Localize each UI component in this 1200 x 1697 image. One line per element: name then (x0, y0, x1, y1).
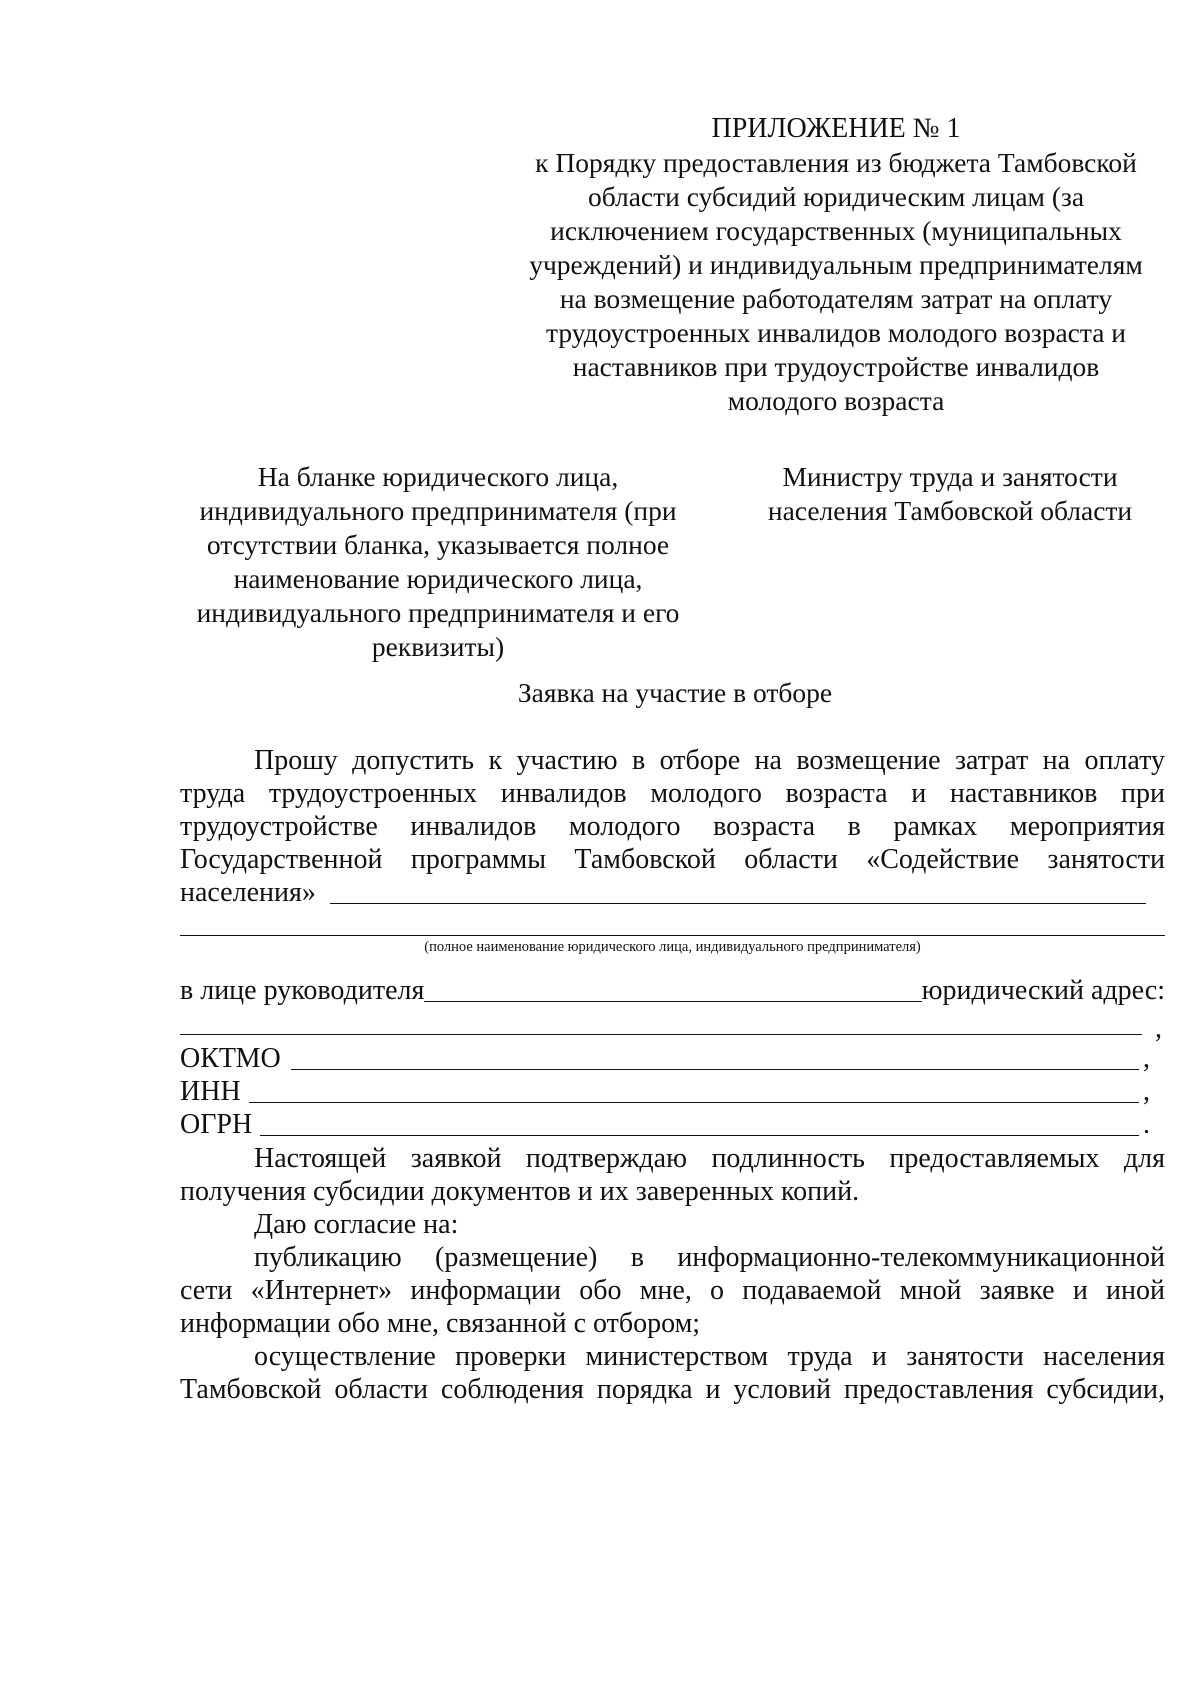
appendix-header-line: учреждений) и индивидуальным предпринимателям (529, 249, 1143, 280)
request-line: Государственной программы Тамбовской области «Содействие занятости (180, 844, 1165, 875)
organization-name-field-2[interactable] (180, 935, 1165, 936)
recipient-line: населения Тамбовской области (767, 495, 1133, 526)
confirmation-line: Настоящей заявкой подтверждаю подлинность предоставляемых для (254, 1143, 1165, 1174)
letterhead-note (178, 460, 698, 664)
letterhead-note-line: реквизиты) (371, 631, 505, 662)
manager-label: в лице руководителя (180, 975, 425, 1006)
ogrn-label: ОГРН (180, 1109, 253, 1140)
organization-name-field[interactable] (330, 879, 1146, 904)
inspection-consent-paragraph (180, 1340, 1165, 1406)
appendix-header-line: области субсидий юридическим лицам (за (587, 181, 1085, 212)
address-comma: , (1155, 1013, 1162, 1044)
letterhead-note-line: индивидуального предпринимателя (при (199, 495, 677, 526)
inn-field[interactable] (249, 1078, 1139, 1103)
inspection-consent-line: Тамбовской области соблюдения порядка и условий предоставления субсидии, (180, 1374, 1165, 1405)
consent-intro (180, 1208, 1165, 1241)
appendix-header (500, 112, 1172, 418)
ogrn-row (180, 1108, 1150, 1141)
request-line: Прошу допустить к участию в отборе на возмещение затрат на оплату (254, 745, 1165, 776)
manager-row (180, 974, 1165, 1007)
confirmation-paragraph (180, 1142, 1165, 1208)
organization-name-hint: (полное наименование юридического лица, индивидуального предпринимателя) (424, 939, 921, 955)
publication-consent-paragraph (180, 1241, 1165, 1340)
inspection-consent-line: осуществление проверки министерством труда и занятости населения (254, 1341, 1165, 1372)
publication-consent-line: публикацию (размещение) в информационно-телекоммуникационной (254, 1242, 1165, 1273)
ogrn-period: . (1143, 1109, 1150, 1140)
inn-comma: , (1143, 1076, 1150, 1107)
appendix-header-line: на возмещение работодателям затрат на оплату (559, 283, 1113, 314)
legal-address-field[interactable] (180, 1034, 1142, 1035)
publication-consent-line: сети «Интернет» информации обо мне, о подаваемой мной заявке и иной (180, 1275, 1165, 1306)
oktmo-label: ОКТМО (180, 1043, 281, 1074)
recipient-line: Министру труда и занятости (782, 461, 1118, 492)
appendix-header-line: исключением государственных (муниципальных (550, 215, 1122, 246)
publication-consent-line: информации обо мне, связанной с отбором; (180, 1308, 701, 1339)
request-paragraph (180, 744, 1165, 876)
ogrn-field[interactable] (260, 1111, 1139, 1136)
legal-address-label: юридический адрес: (921, 975, 1165, 1006)
appendix-header-line: к Порядку предоставления из бюджета Тамбовской (535, 147, 1137, 178)
consent-intro-text: Даю согласие на: (254, 1209, 459, 1240)
request-line: трудоустройстве инвалидов молодого возраста в рамках мероприятия (180, 811, 1165, 842)
oktmo-field[interactable] (291, 1045, 1139, 1070)
recipient-block (730, 460, 1170, 528)
oktmo-comma: , (1143, 1043, 1150, 1074)
letterhead-note-line: индивидуального предпринимателя и его (196, 597, 680, 628)
appendix-header-line: молодого возраста (727, 385, 945, 416)
appendix-header-line: трудоустроенных инвалидов молодого возраста и (545, 317, 1127, 348)
confirmation-line: получения субсидии документов и их заверенных копий. (180, 1176, 860, 1207)
document-title: Заявка на участие в отборе (517, 677, 833, 708)
organization-name-row (180, 876, 1150, 909)
request-line: труда трудоустроенных инвалидов молодого возраста и наставников при (180, 778, 1165, 809)
inn-label: ИНН (180, 1076, 241, 1107)
appendix-header-line: наставников при трудоустройстве инвалидов (572, 351, 1100, 382)
request-last-line: населения» (180, 877, 316, 908)
appendix-title: ПРИЛОЖЕНИЕ № 1 (711, 113, 961, 144)
oktmo-row (180, 1042, 1150, 1075)
inn-row (180, 1075, 1150, 1108)
letterhead-note-line: наименование юридического лица, (233, 563, 643, 594)
letterhead-note-line: На бланке юридического лица, (257, 461, 619, 492)
letterhead-note-line: отсутствии бланка, указывается полное (206, 529, 670, 560)
manager-name-field[interactable] (424, 977, 921, 1002)
